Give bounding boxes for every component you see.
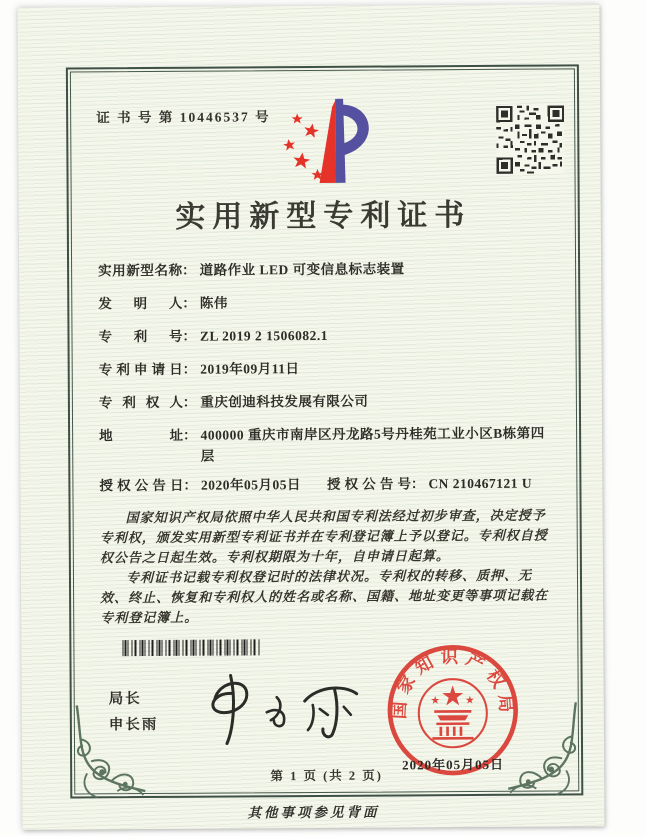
back-side-note: 其他事项参见背面 — [247, 804, 380, 821]
floral-corner-ornament-icon — [67, 699, 164, 804]
commissioner-title: 局长 — [108, 691, 142, 708]
barcode — [122, 639, 260, 656]
field-label: 专利号 — [98, 328, 183, 345]
signature — [193, 667, 364, 752]
field-row: 发明人 ： 陈伟 — [98, 291, 553, 315]
field-label: 专利权人 — [98, 394, 183, 411]
utility-model-name: 道路作业 LED 可变信息标志装置 — [199, 261, 405, 278]
inventor-name: 陈伟 — [199, 295, 228, 311]
grant-date: 2020年05月05日 — [200, 477, 301, 493]
patentee-address: 400000 重庆市南岸区丹龙路5号丹桂苑工业小区B栋第四层 — [200, 425, 545, 464]
field-label: 授权公告日 — [99, 477, 184, 494]
page-number: 第 1 页 (共 2 页) — [270, 768, 383, 784]
field-row: 授权公告日 ： 2020年05月05日 授权公告号 ： CN 210467121 U — [99, 473, 554, 497]
national-emblem-icon — [419, 679, 487, 747]
legal-paragraph: 专利证书记载专利权登记时的法律状况。专利权的转移、质押、无效、终止、恢复和专利权人的姓名或名称、国籍、地址变更等事项记载在专利登记簿上。 — [100, 567, 549, 626]
certificate-number: 证 书 号 第 10446537 号 — [96, 109, 271, 126]
field-label: 地址 — [99, 427, 184, 444]
certificate-border-frame — [66, 64, 583, 798]
grant-publication-number: CN 210467121 U — [428, 475, 533, 492]
patent-number: ZL 2019 2 1506082.1 — [199, 327, 329, 344]
field-label: 发明人 — [98, 295, 183, 312]
seal-ring-text: 国家知识产权局 — [388, 646, 517, 720]
cnipa-logo-icon — [277, 91, 386, 188]
application-date: 2019年09月11日 — [200, 361, 300, 377]
certificate-title: 实用新型专利证书 — [175, 199, 472, 234]
certificate-paper — [17, 4, 604, 830]
field-row: 地址 ： 400000 重庆市南岸区丹龙路5号丹桂苑工业小区B栋第四层 — [99, 423, 554, 468]
field-label: 授权公告号 — [326, 476, 411, 492]
legal-paragraph: 国家知识产权局依照中华人民共和国专利法经过初步审查，决定授予专利权，颁发实用新型专利证书并在专利登记簿上予以登记。专利权自授权公告之日起生效。专利权期限为十年，自申请日起算。 — [99, 507, 548, 566]
field-label: 专利申请日 — [98, 361, 183, 378]
seal-date: 2020年05月05日 — [402, 756, 505, 773]
legal-text — [100, 506, 556, 629]
floral-corner-ornament-icon — [490, 696, 587, 801]
field-row: 实用新型名称 ： 道路作业 LED 可变信息标志装置 — [98, 258, 553, 282]
certificate-fields — [98, 258, 555, 629]
field-row: 专利权人 ： 重庆创迪科技发展有限公司 — [99, 390, 554, 414]
field-row: 专利申请日 ： 2019年09月11日 — [99, 357, 554, 381]
field-label: 实用新型名称 — [98, 262, 183, 279]
commissioner-name: 申长雨 — [108, 716, 159, 734]
field-row: 专利号 ： ZL 2019 2 1506082.1 — [98, 324, 553, 348]
qr-code — [496, 105, 564, 173]
patentee-name: 重庆创迪科技发展有限公司 — [200, 393, 369, 410]
